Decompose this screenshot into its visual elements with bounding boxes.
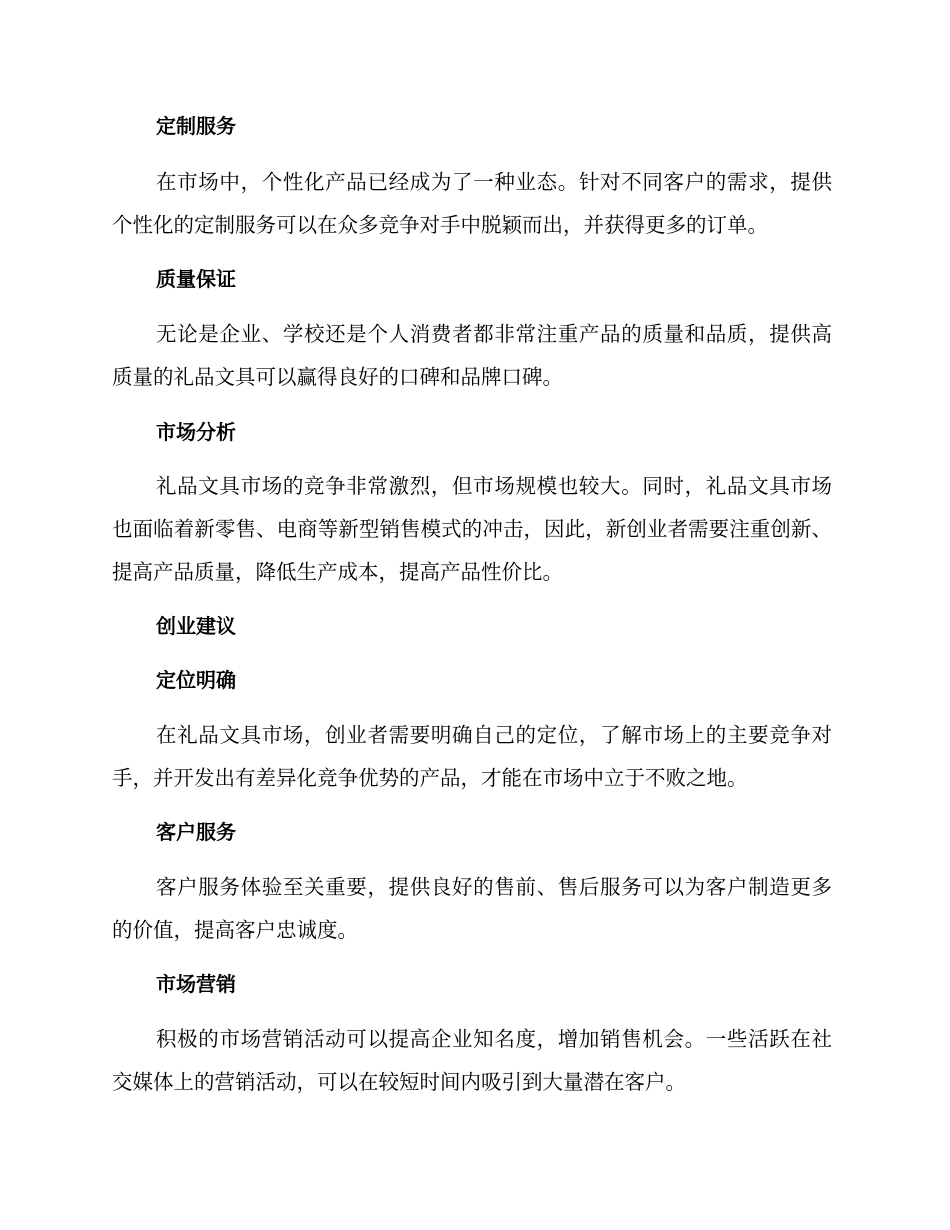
section-heading-clear-positioning: 定位明确 (156, 668, 236, 692)
section-heading-customer-service: 客户服务 (156, 820, 236, 844)
section-paragraph-marketing: 积极的市场营销活动可以提高企业知名度，增加销售机会。一些活跃在社交媒体上的营销活动，可以在较短时间内吸引到大量潜在客户。 (112, 1027, 832, 1094)
section-heading-custom-service: 定制服务 (156, 114, 236, 138)
section-heading-startup-advice: 创业建议 (156, 614, 236, 638)
section-heading-marketing: 市场营销 (156, 972, 236, 996)
section-paragraph-customer-service: 客户服务体验至关重要，提供良好的售前、售后服务可以为客户制造更多的价值，提高客户忠诚度。 (112, 875, 832, 942)
section-paragraph-market-analysis: 礼品文具市场的竞争非常激烈，但市场规模也较大。同时，礼品文具市场也面临着新零售、电商等新型销售模式的冲击，因此，新创业者需要注重创新、提高产品质量，降低生产成本，提高产品性价比。 (112, 474, 832, 584)
section-heading-market-analysis: 市场分析 (156, 420, 236, 444)
section-paragraph-quality-assurance: 无论是企业、学校还是个人消费者都非常注重产品的质量和品质，提供高质量的礼品文具可以赢得良好的口碑和品牌口碑。 (112, 322, 832, 389)
section-heading-quality-assurance: 质量保证 (156, 267, 236, 291)
section-paragraph-clear-positioning: 在礼品文具市场，创业者需要明确自己的定位，了解市场上的主要竞争对手，并开发出有差异化竞争优势的产品，才能在市场中立于不败之地。 (112, 723, 832, 790)
section-paragraph-custom-service: 在市场中，个性化产品已经成为了一种业态。针对不同客户的需求，提供个性化的定制服务可以在众多竞争对手中脱颖而出，并获得更多的订单。 (112, 170, 832, 237)
